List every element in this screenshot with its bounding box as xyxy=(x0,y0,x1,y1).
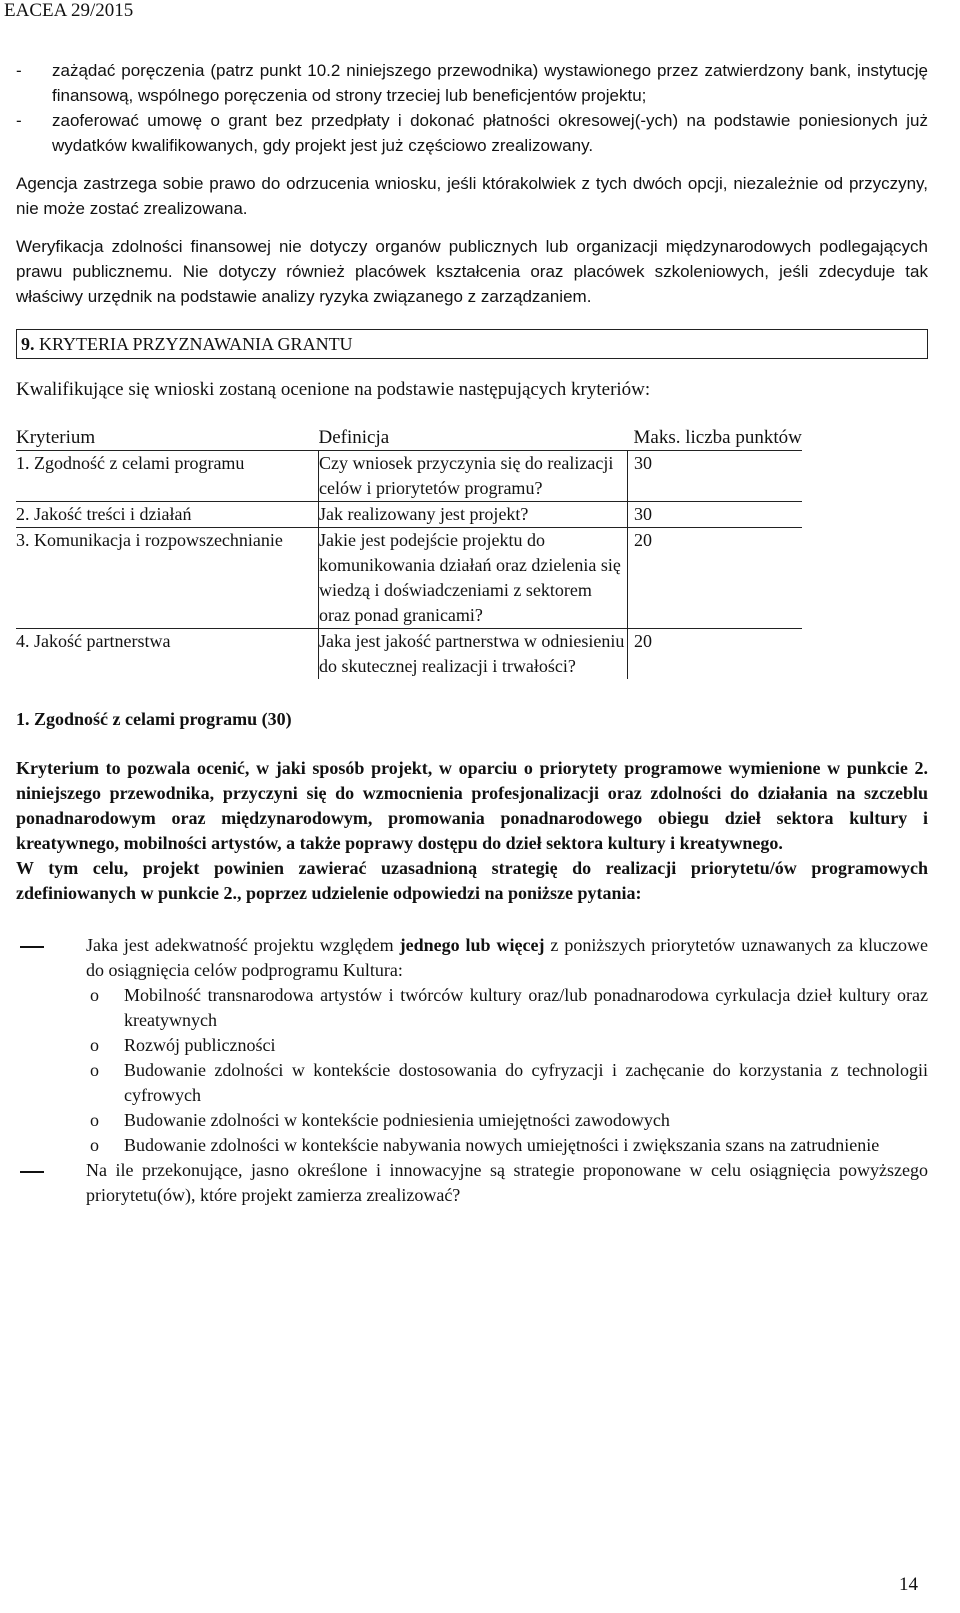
circle-marker: o xyxy=(90,1035,99,1055)
dash-marker xyxy=(16,933,86,983)
top-bullets xyxy=(16,58,928,158)
circle-marker: o xyxy=(90,985,99,1005)
priority-item xyxy=(16,1033,928,1058)
definition-cell: Jaka jest jakość partnerstwa w odniesieniu do skutecznej realizacji i trwałości? xyxy=(319,629,628,680)
points-cell: 20 xyxy=(628,528,802,629)
strategy-paragraph: W tym celu, projekt powinien zawierać uzasadnioną strategię do realizacji priorytetu/ów programowych zdefiniowanych w punkcie 2., poprzez udzielenie odpowiedzi na poniższe pytania: xyxy=(16,858,928,903)
points-cell: 20 xyxy=(634,631,652,651)
question-text: Jaka jest adekwatność projektu względem jednego lub więcej z poniższych priorytetów uznawanych za kluczowe do osiągnięcia celów podprogramu Kultura: xyxy=(86,935,928,980)
criterion-cell: 3. Komunikacja i rozpowszechnianie xyxy=(16,528,319,629)
bullet-marker: - xyxy=(16,111,22,130)
bullet-item xyxy=(16,58,928,108)
criterion-description: Kryterium to pozwala ocenić, w jaki sposób projekt, w oparciu o priorytety programowe wymienione w punkcie 2. niniejszego przewodnika, przyczyni się do wzmocnienia profesjonalizacji oraz zdolności do działania na szczeblu ponadnarodowym oraz międzynarodowym, promowania ponadnarodowego obiegu dzieł sektora kultury i kreatywnego, mobilności artystów, a także poprawy dostępu do dzieł sektora kultury i kreatywnego. xyxy=(16,758,928,853)
circle-marker: o xyxy=(90,1135,99,1155)
question-item xyxy=(16,1158,928,1208)
dash-marker xyxy=(16,1158,86,1208)
table-row xyxy=(16,502,802,528)
header-points: Maks. liczba punktów xyxy=(628,425,802,451)
priority-text: Rozwój publiczności xyxy=(124,1035,276,1055)
subsection-heading: 1. Zgodność z celami programu (30) xyxy=(16,709,292,729)
bullet-marker: - xyxy=(16,61,22,80)
circle-marker: o xyxy=(90,1110,99,1130)
criteria-table xyxy=(16,425,802,679)
question-text: Na ile przekonujące, jasno określone i innowacyjne są strategie proponowane w celu osiągnięcia powyższego priorytetu(ów), które projekt zamierza zrealizować? xyxy=(86,1160,928,1205)
definition-cell: Jak realizowany jest projekt? xyxy=(319,502,628,528)
header-criterion: Kryterium xyxy=(16,425,319,451)
page-number: 14 xyxy=(899,1574,918,1595)
priority-item xyxy=(16,983,928,1033)
table-header-row xyxy=(16,425,802,451)
priority-item xyxy=(16,1058,928,1108)
page-content xyxy=(16,58,928,1208)
priority-text: Mobilność transnarodowa artystów i twórców kultury oraz/lub ponadnarodowa cyrkulacja dzieł kultury oraz kreatywnych xyxy=(124,985,928,1030)
priority-text: Budowanie zdolności w kontekście nabywania nowych umiejętności i zwiększania szans na zatrudnienie xyxy=(124,1135,880,1155)
priority-text: Budowanie zdolności w kontekście podniesienia umiejętności zawodowych xyxy=(124,1110,670,1130)
section-title: KRYTERIA PRZYZNAWANIA GRANTU xyxy=(39,334,353,354)
bullet-text: zażądać poręczenia (patrz punkt 10.2 niniejszego przewodnika) wystawionego przez zatwierdzony bank, instytucję finansową, wspólnego poręczenia od strony trzeciej lub beneficjentów projektu; xyxy=(52,61,928,105)
table-row xyxy=(16,528,802,629)
verification-paragraph: Weryfikacja zdolności finansowej nie dotyczy organów publicznych lub organizacji międzynarodowych podlegających prawu publicznemu. Nie dotyczy również placówek kształcenia oraz placówek szkoleniowych, jeśli zdecyduje tak właściwy urzędnik na podstawie analizy ryzyka związanego z zarządzaniem. xyxy=(16,237,928,306)
criterion-cell: 1. Zgodność z celami programu xyxy=(16,451,319,502)
circle-marker: o xyxy=(90,1060,99,1080)
table-row xyxy=(16,629,802,680)
priority-item xyxy=(16,1133,928,1158)
document-header: EACEA 29/2015 xyxy=(4,0,134,21)
section-heading xyxy=(16,329,928,359)
bullet-text: zaoferować umowę o grant bez przedpłaty i dokonać płatności okresowej(-ych) na podstawie poniesionych już wydatków kwalifikowanych, gdy projekt jest już częściowo zrealizowany. xyxy=(52,111,928,155)
criteria-intro: Kwalifikujące się wnioski zostaną ocenione na podstawie następujących kryteriów: xyxy=(16,379,651,400)
definition-cell: Czy wniosek przyczynia się do realizacji celów i priorytetów programu? xyxy=(319,451,628,502)
table-row xyxy=(16,451,802,502)
points-cell: 30 xyxy=(628,451,802,502)
questions-list xyxy=(16,933,928,1208)
definition-cell: Jakie jest podejście projektu do komunikowania działań oraz dzielenia się wiedzą i doświadczeniami z sektorem oraz ponad granicami? xyxy=(319,528,628,629)
criterion-cell: 2. Jakość treści i działań xyxy=(16,502,319,528)
priority-item xyxy=(16,1108,928,1133)
criterion-cell: 4. Jakość partnerstwa xyxy=(16,629,319,680)
points-cell: 30 xyxy=(628,502,802,528)
section-number: 9. xyxy=(21,334,35,354)
header-definition: Definicja xyxy=(319,425,628,451)
question-item xyxy=(16,933,928,983)
agency-paragraph: Agencja zastrzega sobie prawo do odrzucenia wniosku, jeśli którakolwiek z tych dwóch opcji, niezależnie od przyczyny, nie może zostać zrealizowana. xyxy=(16,174,928,218)
bullet-item xyxy=(16,108,928,158)
priority-text: Budowanie zdolności w kontekście dostosowania do cyfryzacji i zachęcanie do korzystania z technologii cyfrowych xyxy=(124,1060,928,1105)
